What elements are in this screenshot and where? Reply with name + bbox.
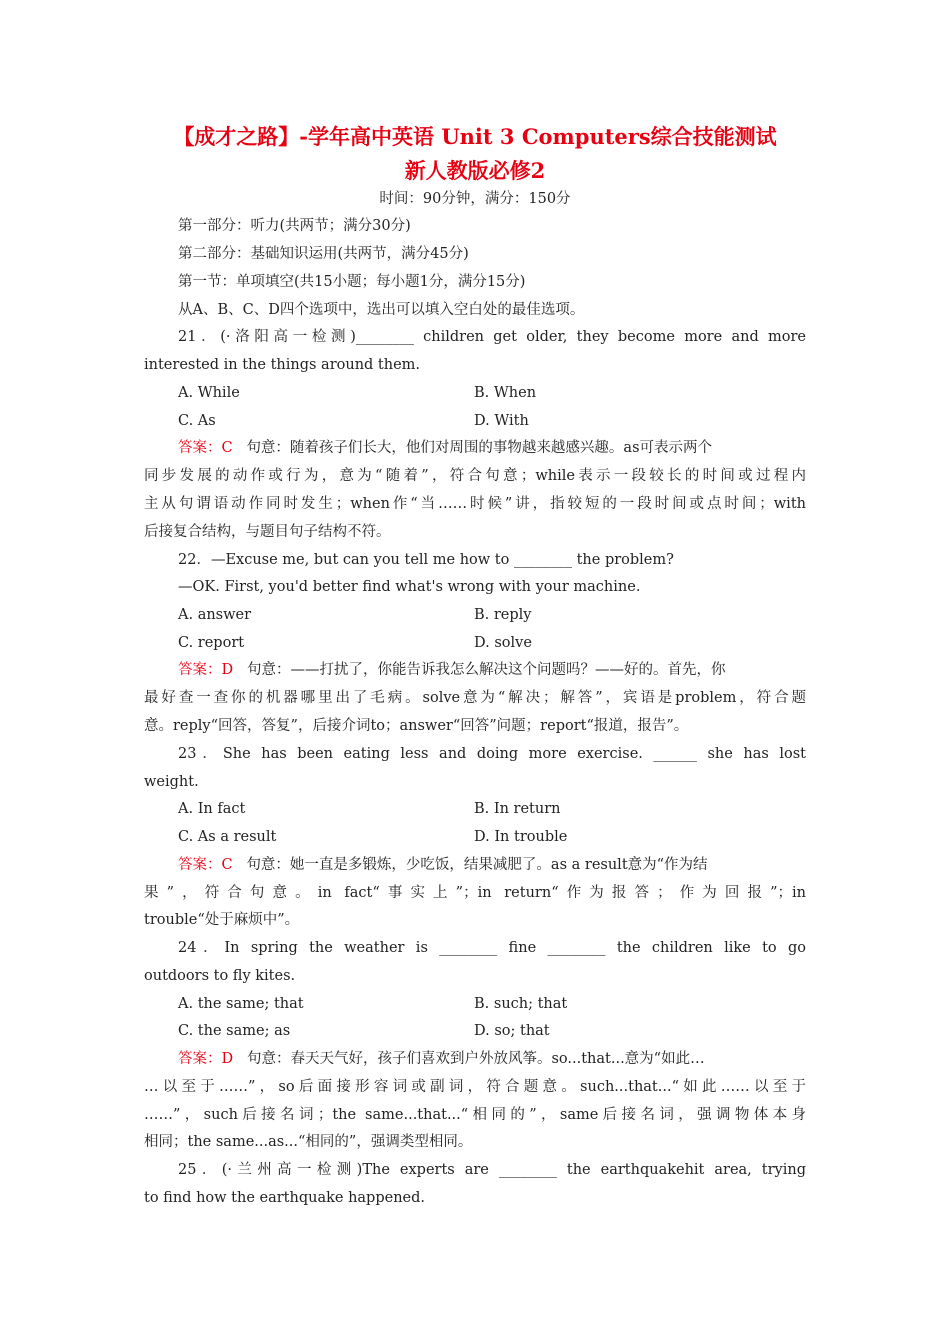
option-a: A. the same; that bbox=[178, 996, 304, 1012]
option-c: C. As bbox=[178, 413, 216, 429]
answer-line bbox=[178, 1049, 806, 1069]
answer-label: 答案：D bbox=[178, 1051, 234, 1067]
instruction: 从A、B、C、D四个选项中，选出可以填入空白处的最佳选项。 bbox=[178, 302, 585, 318]
explanation: 句意：随着孩子们长大，他们对周围的事物越来越感兴趣。as可表示两个 bbox=[246, 440, 713, 456]
option-d: D. so; that bbox=[474, 1023, 550, 1039]
question-stem: 22．—Excuse me, but can you tell me how to ________ the problem? bbox=[178, 552, 674, 568]
explanation: 同步发展的动作或行为，意为“随着”，符合句意；while表示一段较长的时间或过程内 bbox=[144, 468, 806, 484]
explanation: 相同；the same...as...“相同的”，强调类型相同。 bbox=[144, 1134, 473, 1150]
answer-line bbox=[178, 438, 806, 458]
question-stem: 23．She has been eating less and doing more exercise. ______ she has lost bbox=[178, 746, 806, 762]
question-stem: 25．(·兰州高一检测)The experts are ________ the earthquakehit area, trying bbox=[178, 1162, 806, 1178]
option-d: D. With bbox=[474, 413, 529, 429]
answer-label: 答案：C bbox=[178, 857, 233, 873]
explanation: ……”，such后接名词；the same...that...“相同的”，same后接名词，强调物体本身 bbox=[144, 1107, 806, 1123]
option-b: B. reply bbox=[474, 607, 532, 623]
explanation: …以至于……”，so后面接形容词或副词，符合题意。such...that...“如此……以至于 bbox=[144, 1079, 806, 1095]
part2-heading: 第二部分：基础知识运用(共两节，满分45分) bbox=[178, 246, 469, 262]
question-stem: weight. bbox=[144, 774, 199, 790]
question-stem: 21．(·洛阳高一检测)________ children get older, they become more and more bbox=[178, 329, 806, 345]
explanation: 意。reply“回答，答复”，后接介词to；answer“回答”问题；report“报道，报告”。 bbox=[144, 718, 689, 734]
option-d: D. solve bbox=[474, 635, 532, 651]
option-b: B. such; that bbox=[474, 996, 568, 1012]
option-a: A. While bbox=[178, 385, 240, 401]
explanation: 最好查一查你的机器哪里出了毛病。solve意为“解决；解答”，宾语是problem，符合题 bbox=[144, 690, 806, 706]
option-b: B. When bbox=[474, 385, 537, 401]
part1-heading: 第一部分：听力(共两节；满分30分) bbox=[178, 218, 411, 234]
question-stem: 24．In spring the weather is ________ fine ________ the children like to go bbox=[178, 940, 806, 956]
explanation: trouble“处于麻烦中”。 bbox=[144, 912, 300, 928]
explanation: 主从句谓语动作同时发生；when作“当……时候”讲，指较短的一段时间或点时间；with bbox=[144, 496, 806, 512]
question-stem: to find how the earthquake happened. bbox=[144, 1190, 426, 1206]
section1-heading: 第一节：单项填空(共15小题；每小题1分，满分15分) bbox=[178, 274, 526, 290]
answer-label: 答案：D bbox=[178, 662, 234, 678]
exam-time: 时间：90分钟，满分：150分 bbox=[379, 191, 571, 207]
answer-line bbox=[178, 660, 806, 680]
option-c: C. report bbox=[178, 635, 245, 651]
option-a: A. In fact bbox=[178, 801, 246, 817]
option-c: C. As a result bbox=[178, 829, 277, 845]
question-stem: interested in the things around them. bbox=[144, 357, 421, 373]
answer-line bbox=[178, 855, 806, 875]
explanation: 后接复合结构，与题目句子结构不符。 bbox=[144, 524, 391, 540]
question-stem: —OK. First, you'd better find what's wrong with your machine. bbox=[178, 579, 641, 595]
explanation: 果”，符合句意。in fact“事实上”；in return“作为报答；作为回报”；in bbox=[144, 885, 806, 901]
explanation: 句意：春天天气好，孩子们喜欢到户外放风筝。so...that...意为“如此… bbox=[246, 1051, 705, 1067]
answer-label: 答案：C bbox=[178, 440, 233, 456]
explanation: 句意：——打扰了，你能告诉我怎么解决这个问题吗？——好的。首先，你 bbox=[246, 662, 726, 678]
document-title-line2: 新人教版必修2 bbox=[404, 158, 546, 183]
explanation: 句意：她一直是多锻炼，少吃饭，结果减肥了。as a result意为“作为结 bbox=[246, 857, 708, 873]
question-stem: outdoors to fly kites. bbox=[144, 968, 296, 984]
option-b: B. In return bbox=[474, 801, 561, 817]
option-d: D. In trouble bbox=[474, 829, 568, 845]
document-title-line1: 【成才之路】-学年高中英语 Unit 3 Computers综合技能测试 bbox=[173, 124, 777, 149]
option-a: A. answer bbox=[178, 607, 252, 623]
option-c: C. the same; as bbox=[178, 1023, 291, 1039]
